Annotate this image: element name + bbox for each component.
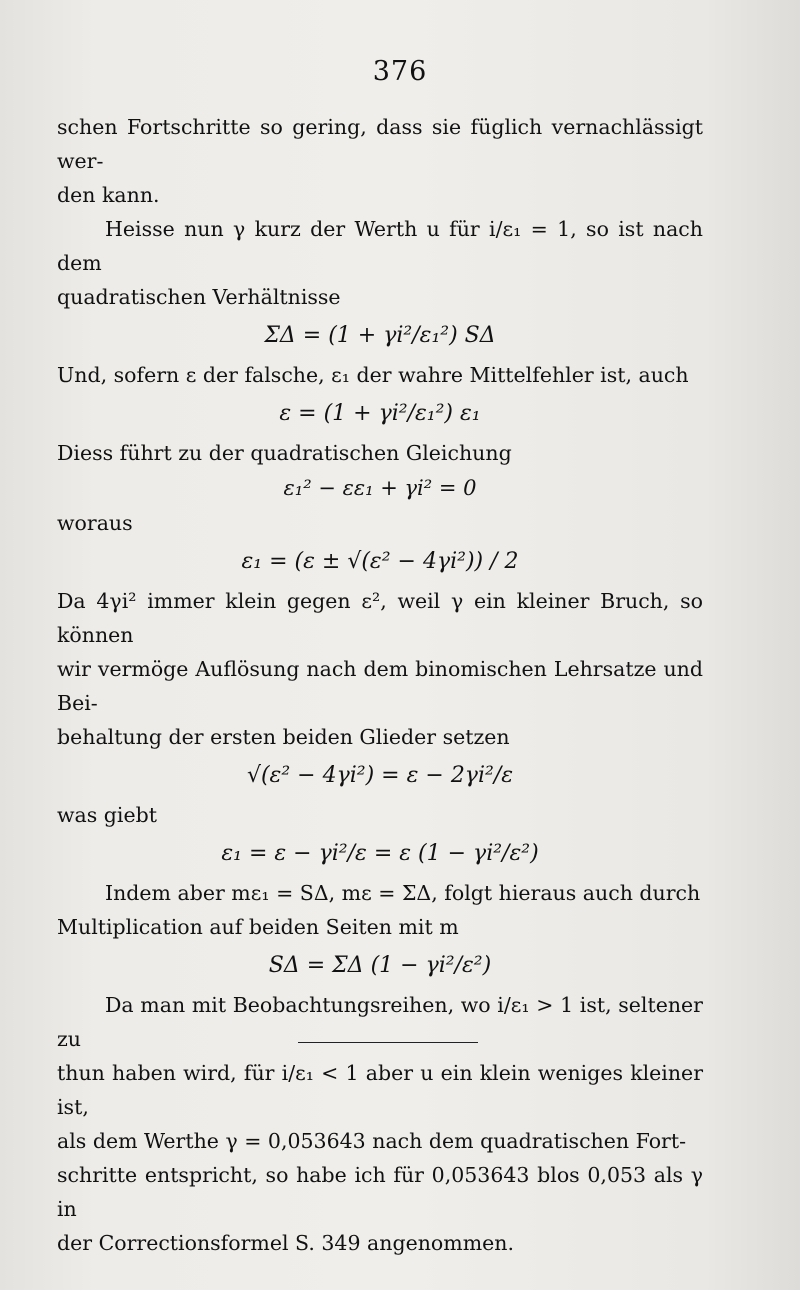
equation-sigma-delta: ΣΔ = (1 + γi²/ε₁²) SΔ (264, 323, 496, 348)
equation-s-delta: SΔ = ΣΔ (1 − γi²/ε²) (268, 953, 492, 978)
equation-solution: ε₁ = (ε ± √(ε² − 4γi²)) / 2 (241, 549, 519, 574)
equation-epsilon-one: ε₁ = ε − γi²/ε = ε (1 − γi²/ε²) (221, 841, 539, 866)
section-rule (298, 1042, 478, 1043)
text-line: wir vermöge Auflösung nach dem binomischen Lehrsatze und Bei- (57, 657, 703, 715)
text-line: Da man mit Beobachtungsreihen, wo i/ε₁ > 1 ist, seltener zu (57, 993, 703, 1051)
equation-quadratic: ε₁² − εε₁ + γi² = 0 (283, 476, 477, 500)
text-line: behaltung der ersten beiden Glieder setzen (57, 725, 510, 749)
text-line: thun haben wird, für i/ε₁ < 1 aber u ein klein weniges kleiner ist, (57, 1061, 703, 1119)
text-line: schritte entspricht, so habe ich für 0,053643 blos 0,053 als γ in (57, 1163, 703, 1221)
equation-root-expansion: √(ε² − 4γi²) = ε − 2γi²/ε (246, 763, 514, 788)
text-line: der Correctionsformel S. 349 angenommen. (57, 1231, 514, 1255)
text-line: den kann. (57, 183, 160, 207)
body-text (57, 110, 703, 1260)
text-line: Da 4γi² immer klein gegen ε², weil γ ein kleiner Bruch, so können (57, 589, 703, 647)
text-line: Heisse nun γ kurz der Werth u für i/ε₁ = 1, so ist nach dem (57, 217, 703, 275)
text-line: quadratischen Verhältnisse (57, 285, 341, 309)
text-line: woraus (57, 511, 133, 535)
text-line: Diess führt zu der quadratischen Gleichung (57, 441, 512, 465)
text-line: als dem Werthe γ = 0,053643 nach dem quadratischen Fort- (57, 1129, 687, 1153)
text-line: Multiplication auf beiden Seiten mit m (57, 915, 459, 939)
page-number: 376 (372, 56, 428, 87)
equation-epsilon: ε = (1 + γi²/ε₁²) ε₁ (279, 401, 481, 426)
text-line: Indem aber mε₁ = SΔ, mε = ΣΔ, folgt hieraus auch durch (105, 881, 701, 905)
text-line: Und, sofern ε der falsche, ε₁ der wahre Mittelfehler ist, auch (57, 363, 689, 387)
text-line: schen Fortschritte so gering, dass sie füglich vernachlässigt wer- (57, 115, 703, 173)
text-line: was giebt (57, 803, 157, 827)
